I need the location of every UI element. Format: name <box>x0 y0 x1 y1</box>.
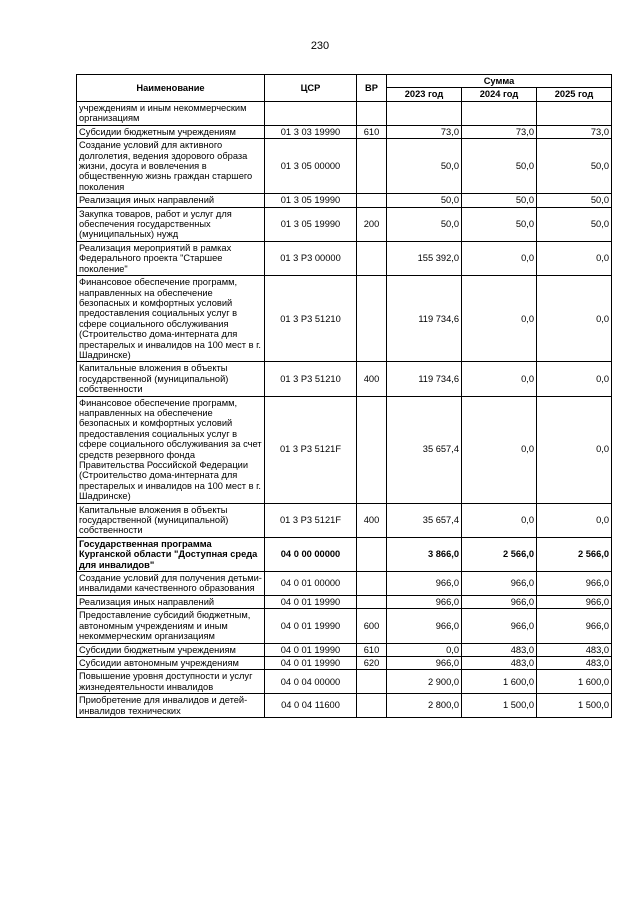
row-csr: 04 0 04 11600 <box>265 694 357 718</box>
row-vr <box>357 670 387 694</box>
row-value-2024: 966,0 <box>462 595 537 608</box>
row-value-2024: 483,0 <box>462 656 537 669</box>
row-vr: 620 <box>357 656 387 669</box>
row-vr <box>357 194 387 207</box>
row-csr: 04 0 01 19990 <box>265 609 357 643</box>
row-vr: 400 <box>357 362 387 396</box>
row-name: Повышение уровня доступности и услуг жизнедеятельности инвалидов <box>77 670 265 694</box>
row-csr: 01 3 05 00000 <box>265 139 357 194</box>
row-vr <box>357 694 387 718</box>
row-csr: 01 3 Р3 5121F <box>265 396 357 503</box>
table-row <box>77 572 612 596</box>
row-value-2024: 1 500,0 <box>462 694 537 718</box>
row-value-2023: 966,0 <box>387 656 462 669</box>
table-row <box>77 362 612 396</box>
row-csr: 01 3 Р3 00000 <box>265 241 357 275</box>
row-vr: 610 <box>357 643 387 656</box>
row-csr: 04 0 01 19990 <box>265 595 357 608</box>
row-value-2025: 50,0 <box>537 207 612 241</box>
table-row <box>77 656 612 669</box>
row-value-2023: 3 866,0 <box>387 537 462 571</box>
table-row <box>77 503 612 537</box>
table-row <box>77 396 612 503</box>
row-vr <box>357 396 387 503</box>
page-number: 230 <box>310 40 330 52</box>
row-name: Капитальные вложения в объекты государственной (муниципальной) собственности <box>77 503 265 537</box>
row-value-2023: 0,0 <box>387 643 462 656</box>
row-value-2024: 483,0 <box>462 643 537 656</box>
row-csr: 04 0 01 00000 <box>265 572 357 596</box>
row-value-2023: 50,0 <box>387 207 462 241</box>
row-vr <box>357 139 387 194</box>
table-row <box>77 694 612 718</box>
row-value-2024: 1 600,0 <box>462 670 537 694</box>
row-value-2025: 1 600,0 <box>537 670 612 694</box>
table-row <box>77 241 612 275</box>
row-value-2025: 0,0 <box>537 362 612 396</box>
table-row <box>77 102 612 126</box>
row-name: Реализация мероприятий в рамках Федерального проекта "Старшее поколение" <box>77 241 265 275</box>
row-name: Реализация иных направлений <box>77 194 265 207</box>
row-value-2024: 50,0 <box>462 139 537 194</box>
row-value-2023: 966,0 <box>387 609 462 643</box>
row-vr <box>357 241 387 275</box>
row-value-2025: 0,0 <box>537 396 612 503</box>
row-value-2025: 966,0 <box>537 595 612 608</box>
row-value-2025: 73,0 <box>537 125 612 138</box>
row-value-2025: 0,0 <box>537 241 612 275</box>
header-name: Наименование <box>77 75 265 102</box>
header-year-2024: 2024 год <box>462 88 537 102</box>
row-vr: 610 <box>357 125 387 138</box>
row-value-2025: 483,0 <box>537 643 612 656</box>
row-vr <box>357 102 387 126</box>
row-value-2023: 155 392,0 <box>387 241 462 275</box>
row-csr: 01 3 Р3 51210 <box>265 362 357 396</box>
row-vr <box>357 572 387 596</box>
row-value-2024: 2 566,0 <box>462 537 537 571</box>
header-year-2025: 2025 год <box>537 88 612 102</box>
row-value-2023: 966,0 <box>387 595 462 608</box>
row-value-2024 <box>462 102 537 126</box>
row-csr: 01 3 05 19990 <box>265 207 357 241</box>
row-value-2024: 0,0 <box>462 396 537 503</box>
table-row <box>77 125 612 138</box>
row-name: Создание условий для активного долголетия, ведения здорового образа жизни, досуга и вовлечения в общественную жизнь граждан старшего поколения <box>77 139 265 194</box>
row-csr: 01 3 05 19990 <box>265 194 357 207</box>
row-value-2023: 50,0 <box>387 139 462 194</box>
row-value-2024: 50,0 <box>462 207 537 241</box>
row-name: Предоставление субсидий бюджетным, автономным учреждениям и иным некоммерческим организациям <box>77 609 265 643</box>
row-value-2024: 0,0 <box>462 362 537 396</box>
row-csr: 01 3 Р3 5121F <box>265 503 357 537</box>
row-csr: 01 3 Р3 51210 <box>265 276 357 362</box>
row-name: Создание условий для получения детьми-инвалидами качественного образования <box>77 572 265 596</box>
row-value-2025: 1 500,0 <box>537 694 612 718</box>
row-csr: 04 0 01 19990 <box>265 643 357 656</box>
header-sum: Сумма <box>387 75 612 88</box>
table-row <box>77 670 612 694</box>
row-name: Субсидии бюджетным учреждениям <box>77 643 265 656</box>
row-value-2023: 966,0 <box>387 572 462 596</box>
row-value-2025: 0,0 <box>537 276 612 362</box>
row-name: Реализация иных направлений <box>77 595 265 608</box>
row-value-2025: 483,0 <box>537 656 612 669</box>
row-value-2023: 119 734,6 <box>387 362 462 396</box>
table-row <box>77 609 612 643</box>
row-value-2023 <box>387 102 462 126</box>
row-value-2024: 0,0 <box>462 241 537 275</box>
row-name: Финансовое обеспечение программ, направленных на обеспечение безопасных и комфортных условий предоставления социальных услуг в сфере социального обслуживания (Строительство дома-интерната для престарелых и инвалидов на 100 мест в г. Шадринске) <box>77 276 265 362</box>
row-value-2025: 966,0 <box>537 609 612 643</box>
row-name: Закупка товаров, работ и услуг для обеспечения государственных (муниципальных) нужд <box>77 207 265 241</box>
table-row <box>77 276 612 362</box>
row-vr <box>357 276 387 362</box>
row-vr: 600 <box>357 609 387 643</box>
row-name: учреждениям и иным некоммерческим организациям <box>77 102 265 126</box>
row-vr <box>357 537 387 571</box>
row-csr: 04 0 00 00000 <box>265 537 357 571</box>
row-vr: 400 <box>357 503 387 537</box>
row-name: Приобретение для инвалидов и детей-инвалидов технических <box>77 694 265 718</box>
row-value-2023: 35 657,4 <box>387 396 462 503</box>
row-value-2025: 0,0 <box>537 503 612 537</box>
budget-table <box>76 74 612 718</box>
header-csr: ЦСР <box>265 75 357 102</box>
header-year-2023: 2023 год <box>387 88 462 102</box>
table-row <box>77 139 612 194</box>
row-name: Финансовое обеспечение программ, направленных на обеспечение безопасных и комфортных условий предоставления социальных услуг в сфере социального обслуживания за счет средств резервного фонда Правительства Российской Федерации (Строительство дома-интерната для престарелых и инвалидов на 100 мест в г. Шадринске) <box>77 396 265 503</box>
row-name: Капитальные вложения в объекты государственной (муниципальной) собственности <box>77 362 265 396</box>
row-value-2024: 966,0 <box>462 572 537 596</box>
row-value-2025: 50,0 <box>537 194 612 207</box>
table-row <box>77 194 612 207</box>
row-name: Субсидии автономным учреждениям <box>77 656 265 669</box>
row-value-2024: 0,0 <box>462 276 537 362</box>
row-csr: 04 0 04 00000 <box>265 670 357 694</box>
row-value-2023: 73,0 <box>387 125 462 138</box>
row-value-2023: 2 900,0 <box>387 670 462 694</box>
row-vr <box>357 595 387 608</box>
row-value-2025 <box>537 102 612 126</box>
row-value-2024: 73,0 <box>462 125 537 138</box>
header-vr: ВР <box>357 75 387 102</box>
row-name: Государственная программа Курганской области "Доступная среда для инвалидов" <box>77 537 265 571</box>
row-value-2025: 966,0 <box>537 572 612 596</box>
row-value-2025: 50,0 <box>537 139 612 194</box>
row-value-2025: 2 566,0 <box>537 537 612 571</box>
row-value-2023: 119 734,6 <box>387 276 462 362</box>
table-row <box>77 643 612 656</box>
table-row <box>77 537 612 571</box>
row-value-2024: 0,0 <box>462 503 537 537</box>
row-csr <box>265 102 357 126</box>
table-row <box>77 207 612 241</box>
row-value-2024: 50,0 <box>462 194 537 207</box>
row-value-2023: 35 657,4 <box>387 503 462 537</box>
row-csr: 04 0 01 19990 <box>265 656 357 669</box>
row-value-2023: 50,0 <box>387 194 462 207</box>
row-name: Субсидии бюджетным учреждениям <box>77 125 265 138</box>
table-row <box>77 595 612 608</box>
row-csr: 01 3 03 19990 <box>265 125 357 138</box>
row-value-2024: 966,0 <box>462 609 537 643</box>
row-value-2023: 2 800,0 <box>387 694 462 718</box>
row-vr: 200 <box>357 207 387 241</box>
